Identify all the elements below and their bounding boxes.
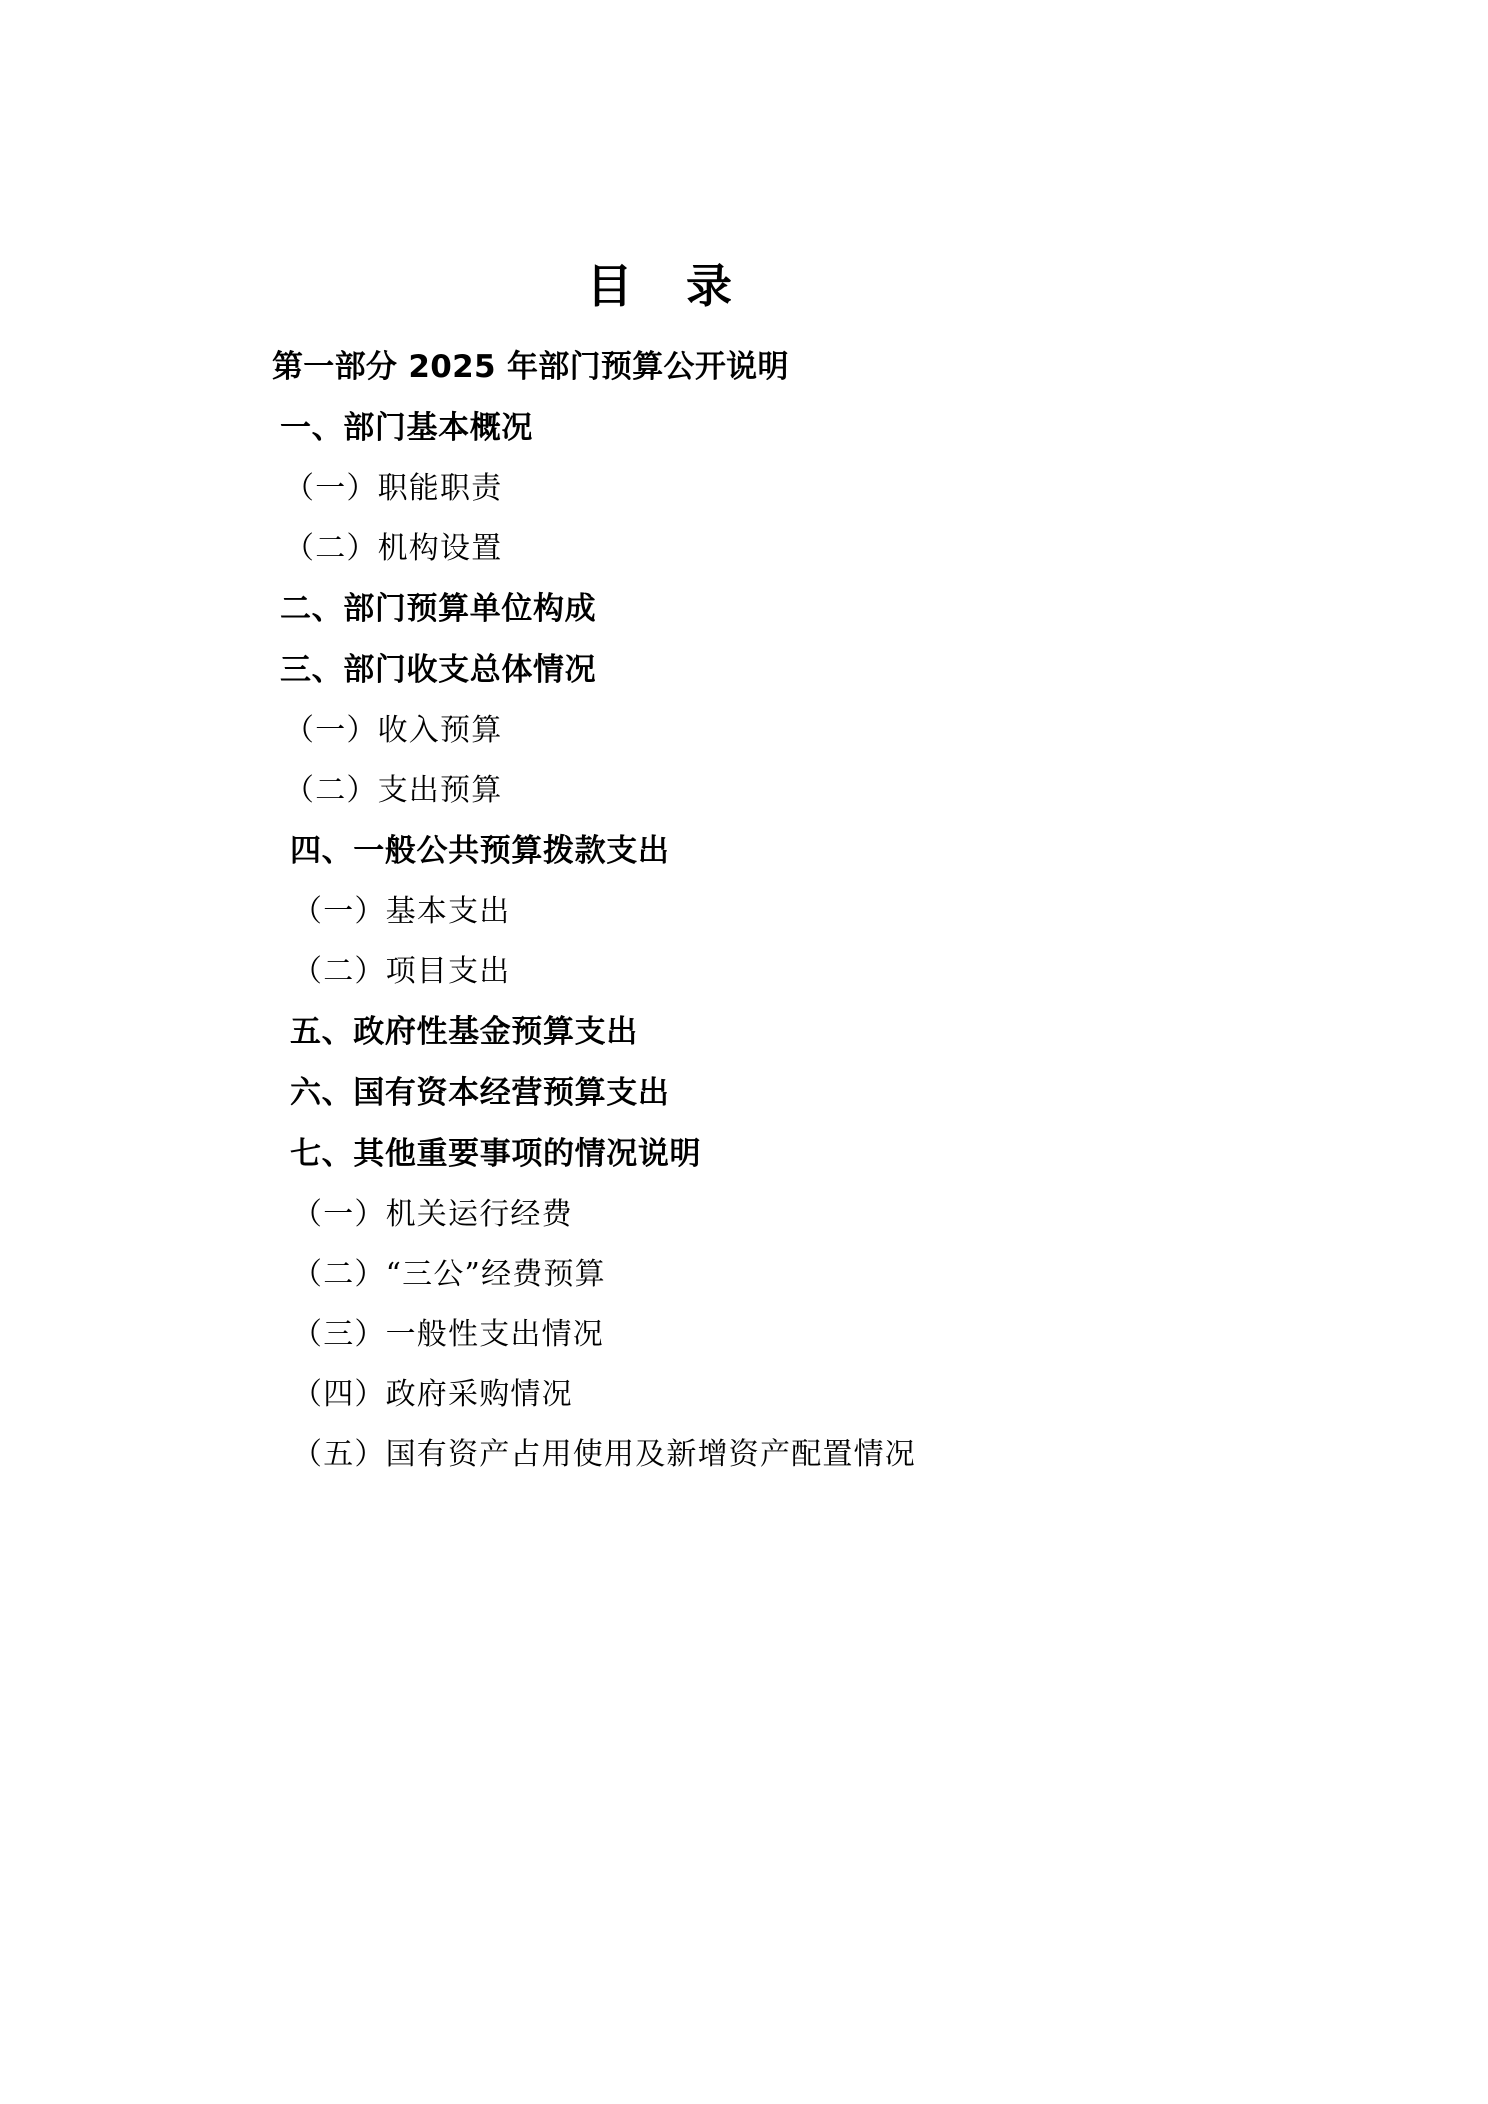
toc-item-sub-4-2[interactable]: （二）项目支出 <box>292 954 511 989</box>
toc-item-section-7[interactable]: 七、其他重要事项的情况说明 <box>290 1136 702 1172</box>
toc-item-sub-3-1[interactable]: （一）收入预算 <box>284 713 503 748</box>
toc-item-sub-4-1[interactable]: （一）基本支出 <box>292 894 511 929</box>
toc-item-section-3[interactable]: 三、部门收支总体情况 <box>280 652 597 688</box>
toc-item-section-5[interactable]: 五、政府性基金预算支出 <box>290 1014 638 1050</box>
toc-item-section-2[interactable]: 二、部门预算单位构成 <box>280 591 597 627</box>
table-of-contents <box>272 349 1232 1472</box>
toc-item-sub-7-2[interactable]: （二）“三公”经费预算 <box>292 1257 606 1292</box>
toc-item-section-4[interactable]: 四、一般公共预算拨款支出 <box>290 833 670 869</box>
toc-item-section-1[interactable]: 一、部门基本概况 <box>280 410 533 446</box>
page-title-char-2: 录 <box>686 259 738 313</box>
toc-item-sub-7-5[interactable]: （五）国有资产占用使用及新增资产配置情况 <box>292 1437 916 1472</box>
toc-item-part-1[interactable]: 第一部分 2025 年部门预算公开说明 <box>272 349 789 385</box>
page-title-char-1: 目 <box>586 259 638 313</box>
toc-content <box>272 250 1232 1500</box>
toc-item-sub-3-2[interactable]: （二）支出预算 <box>284 773 503 808</box>
toc-item-section-6[interactable]: 六、国有资本经营预算支出 <box>290 1075 670 1111</box>
toc-item-sub-7-4[interactable]: （四）政府采购情况 <box>292 1377 573 1412</box>
toc-item-sub-7-1[interactable]: （一）机关运行经费 <box>292 1197 573 1232</box>
toc-item-sub-1-1[interactable]: （一）职能职责 <box>284 471 503 506</box>
toc-item-sub-7-3[interactable]: （三）一般性支出情况 <box>292 1317 604 1352</box>
page-title <box>272 250 1232 316</box>
toc-item-sub-1-2[interactable]: （二）机构设置 <box>284 531 503 566</box>
